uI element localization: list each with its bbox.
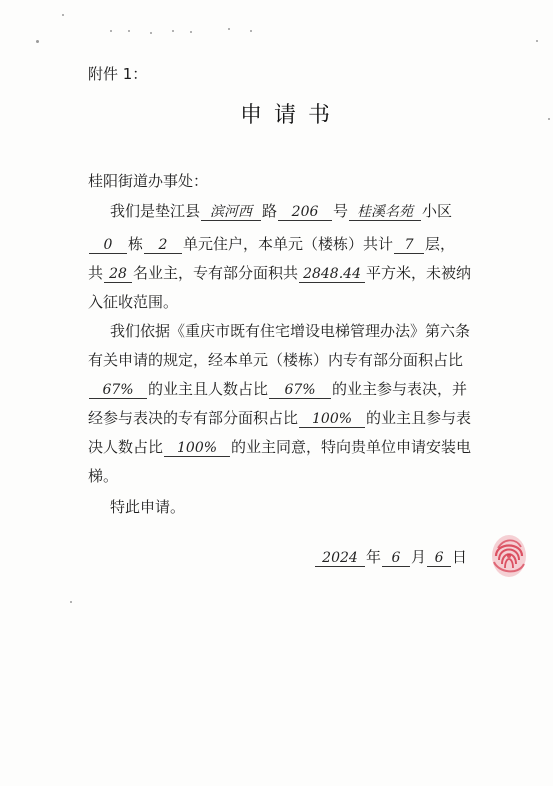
p1-line-1 bbox=[110, 204, 452, 221]
text-segment: 我们是垫江县 bbox=[110, 202, 201, 220]
text-segment: 的业主且参与表 bbox=[366, 409, 472, 427]
year-label: 年 bbox=[366, 548, 382, 566]
signature-date bbox=[314, 550, 467, 567]
p1-line-2 bbox=[88, 237, 455, 254]
document-title: 申请书 bbox=[240, 103, 343, 128]
addressee: 桂阳街道办事处： bbox=[88, 172, 209, 190]
text-segment: 的业主且人数占比 bbox=[148, 380, 269, 398]
house-number-field: 206 bbox=[278, 205, 332, 221]
text-segment: 小区 bbox=[422, 202, 453, 220]
scan-speck bbox=[128, 30, 130, 32]
p2-line-6: 梯。 bbox=[88, 467, 119, 485]
owners-count-field: 28 bbox=[104, 267, 132, 283]
unit-number-field: 2 bbox=[144, 238, 182, 254]
date-month-field: 6 bbox=[382, 551, 410, 567]
scan-speck bbox=[36, 40, 39, 43]
scan-speck bbox=[62, 14, 64, 16]
scan-speck bbox=[150, 32, 152, 34]
text-segment: 路 bbox=[262, 202, 278, 220]
area-ratio-field: 67% bbox=[89, 383, 147, 399]
date-day-field: 6 bbox=[427, 551, 451, 567]
scan-speck bbox=[228, 28, 230, 30]
text-segment: 决人数占比 bbox=[88, 438, 164, 456]
scan-speck bbox=[250, 30, 252, 32]
vote-area-ratio-field: 100% bbox=[299, 412, 365, 428]
p2-line-2: 有关申请的规定，经本单元（楼栋）内专有部分面积占比 bbox=[88, 351, 464, 369]
text-segment: 名业主，专有部分面积共 bbox=[133, 264, 299, 282]
text-segment: 经参与表决的专有部分面积占比 bbox=[88, 409, 299, 427]
scan-speck bbox=[110, 30, 112, 32]
fingerprint-seal-icon bbox=[488, 532, 530, 580]
text-segment: 号 bbox=[333, 202, 349, 220]
p2-line-3 bbox=[88, 382, 467, 399]
text-segment: 的业主同意，特向贵单位申请安装电 bbox=[231, 438, 472, 456]
attachment-label: 附件 1： bbox=[88, 65, 148, 83]
date-year-field: 2024 bbox=[315, 551, 365, 567]
community-name-field: 桂溪名苑 bbox=[349, 205, 421, 221]
scan-speck bbox=[548, 118, 550, 120]
floors-field: 7 bbox=[394, 238, 424, 254]
p1-line-4: 入征收范围。 bbox=[88, 293, 179, 311]
scan-speck bbox=[172, 30, 174, 32]
building-number-field: 0 bbox=[89, 238, 127, 254]
p2-line-5 bbox=[88, 440, 471, 457]
closing-text: 特此申请。 bbox=[110, 498, 186, 516]
scan-speck bbox=[536, 40, 538, 42]
area-field: 2848.44 bbox=[299, 267, 365, 283]
day-label: 日 bbox=[452, 548, 468, 566]
text-segment: 的业主参与表决，并 bbox=[332, 380, 468, 398]
vote-people-ratio-field: 100% bbox=[164, 441, 230, 457]
text-segment: 栋 bbox=[128, 235, 144, 253]
scan-speck bbox=[190, 31, 192, 33]
p2-line-1: 我们依据《重庆市既有住宅增设电梯管理办法》第六条 bbox=[110, 322, 471, 340]
p2-line-4 bbox=[88, 411, 471, 428]
text-segment: 层， bbox=[425, 235, 456, 253]
text-segment: 单元住户，本单元（楼栋）共计 bbox=[183, 235, 394, 253]
month-label: 月 bbox=[411, 548, 427, 566]
scan-speck bbox=[70, 601, 72, 603]
text-segment: 平方米，未被纳 bbox=[366, 264, 472, 282]
p1-line-3 bbox=[88, 266, 471, 283]
people-ratio-field: 67% bbox=[269, 383, 331, 399]
road-name-field: 滨河西 bbox=[201, 205, 261, 221]
text-segment: 共 bbox=[88, 264, 104, 282]
